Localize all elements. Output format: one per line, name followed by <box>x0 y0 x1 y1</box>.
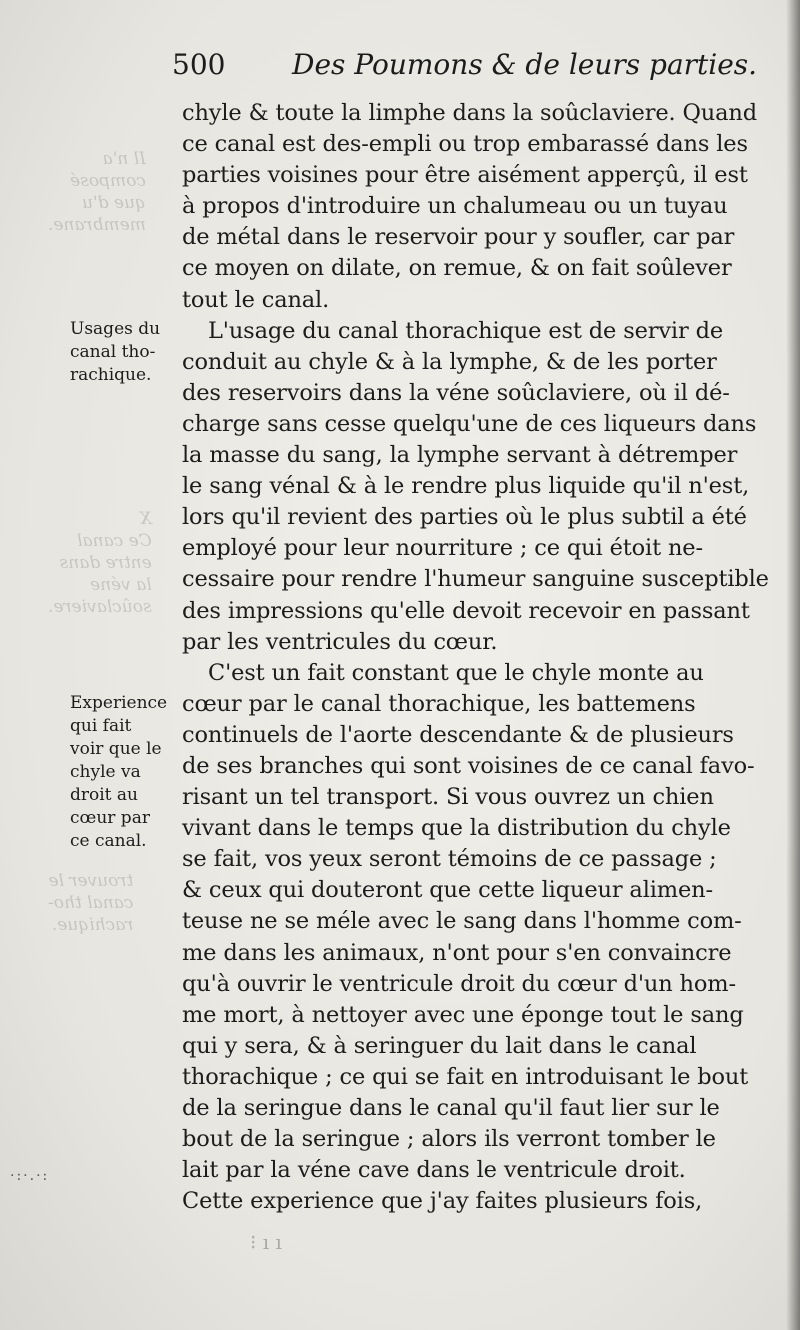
text-line: de métal dans le reservoir pour y soufler, car par <box>182 224 735 251</box>
text-line: me mort, à nettoyer avec une éponge tout le sang <box>182 1001 744 1028</box>
margin-note-line: Experience <box>70 693 168 713</box>
text-line: conduit au chyle & à la lymphe, & de les porter <box>182 348 717 375</box>
text-line: continuels de l'aorte descendante & de plusieurs <box>182 721 734 748</box>
paragraph-start-line: L'usage du canal thorachique est de servir de <box>208 317 723 344</box>
ink-specks: ·:·.·: <box>10 1168 50 1184</box>
margin-note-line: ce canal. <box>70 831 147 851</box>
text-line: le sang vénal & à le rendre plus liquide qu'il n'est, <box>182 473 750 500</box>
text-line: chyle & toute la limphe dans la soûclaviere. Quand <box>182 100 757 126</box>
running-title: Des Poumons & de leurs parties. <box>292 48 758 81</box>
text-line: me dans les animaux, n'ont pour s'en convaincre <box>182 939 732 966</box>
margin-note-line: canal tho- <box>70 342 156 362</box>
text-line: ce moyen on dilate, on remue, & on fait soûlever <box>182 255 732 282</box>
text-line: par les ventricules du cœur. <box>182 628 498 655</box>
margin-note-line: rachique. <box>70 365 152 385</box>
text-line: à propos d'introduire un chalumeau ou un tuyau <box>182 193 728 220</box>
margin-note-line: voir que le <box>70 739 162 759</box>
margin-note-line: Usages du <box>70 319 161 339</box>
body-text <box>182 98 772 1217</box>
margin-note-usages <box>70 318 188 387</box>
page-number: 500 <box>172 48 226 81</box>
text-line: qu'à ouvrir le ventricule droit du cœur d'un hom- <box>182 970 736 997</box>
text-line: & ceux qui douteront que cette liqueur alimen- <box>182 877 713 904</box>
text-line: tout le canal. <box>182 286 330 313</box>
text-line: bout de la seringue ; alors ils verront tomber le <box>182 1126 716 1153</box>
text-line: qui y sera, & à seringuer du lait dans le canal <box>182 1032 697 1059</box>
text-line: de la seringue dans le canal qu'il faut lier sur le <box>182 1095 720 1121</box>
text-line: lait par la véne cave dans le ventricule droit. <box>182 1157 686 1184</box>
ink-smudge: ⁝ ı ı <box>250 1230 282 1254</box>
text-line: risant un tel transport. Si vous ouvrez un chien <box>182 784 714 811</box>
show-through-text: Il n'a composé que d'u membrane. <box>48 149 146 235</box>
text-line: teuse ne se méle avec le sang dans l'homme com- <box>182 908 742 935</box>
text-line: des impressions qu'elle devoit recevoir en passant <box>182 597 750 624</box>
show-through-text: trouver le canal tho- rachique. <box>48 871 134 935</box>
text-line: se fait, vos yeux seront témoins de ce passage ; <box>182 846 717 873</box>
text-line: parties voisines pour être aisément apperçû, il est <box>182 162 748 189</box>
page-header <box>172 48 772 92</box>
margin-note-line: droit au <box>70 785 138 805</box>
text-line: employé pour leur nourriture ; ce qui étoit ne- <box>182 535 703 562</box>
show-through-text: X Ce canal entre dans la véne soûclaviere. <box>48 509 152 617</box>
text-line: la masse du sang, la lymphe servant à détremper <box>182 442 738 469</box>
text-line: Cette experience que j'ay faites plusieurs fois, <box>182 1188 703 1215</box>
text-line: thorachique ; ce qui se fait en introduisant le bout <box>182 1063 749 1090</box>
text-line: ce canal est des-empli ou trop embarassé dans les <box>182 131 748 158</box>
margin-note-line: qui fait <box>70 716 132 736</box>
text-line: lors qu'il revient des parties où le plus subtil a été <box>182 504 747 531</box>
text-line: cœur par le canal thorachique, les battemens <box>182 690 696 717</box>
text-line: de ses branches qui sont voisines de ce canal favo- <box>182 752 755 779</box>
text-line: des reservoirs dans la véne soûclaviere, où il dé- <box>182 379 730 406</box>
text-line: cessaire pour rendre l'humeur sanguine susceptible <box>182 566 769 593</box>
text-line: vivant dans le temps que la distribution du chyle <box>182 815 731 842</box>
paragraph-start-line: C'est un fait constant que le chyle monte au <box>208 659 704 686</box>
margin-note-line: chyle va <box>70 762 141 782</box>
margin-note-line: cœur par <box>70 808 150 828</box>
text-line: charge sans cesse quelqu'une de ces liqueurs dans <box>182 410 757 437</box>
margin-note-experience <box>70 692 188 853</box>
